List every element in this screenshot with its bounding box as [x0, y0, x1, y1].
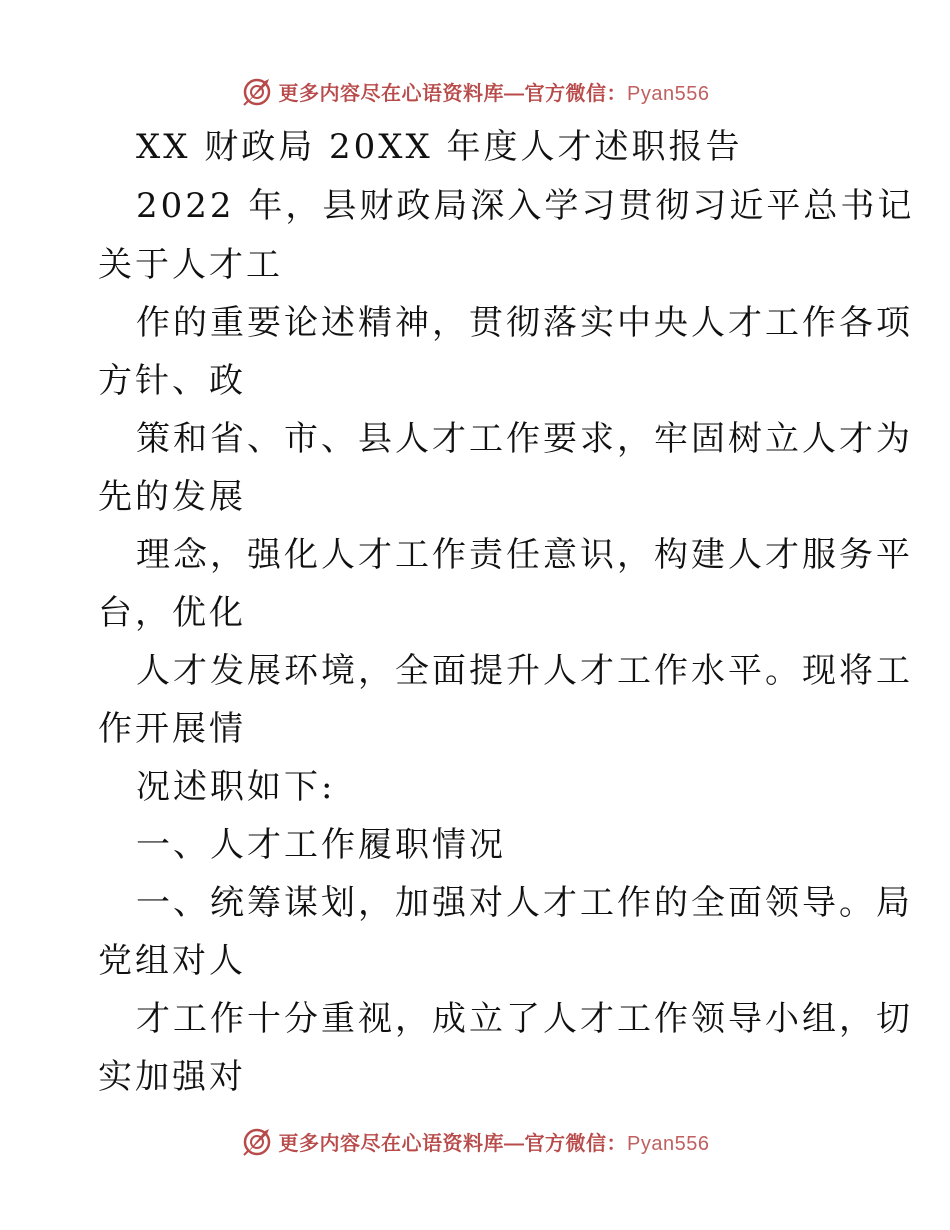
watermark-text: 更多内容尽在心语资料库—官方微信：Pyan556	[278, 1132, 710, 1155]
paragraph-line: 况述职如下:	[136, 767, 336, 807]
footer-watermark	[0, 1121, 950, 1161]
wechat-id: Pyan556	[627, 1132, 710, 1155]
paragraph-line: 关于人才工	[98, 245, 283, 285]
paragraph-line: 人才发展环境，全面提升人才工作水平。现将工	[136, 651, 913, 691]
section-heading: 一、人才工作履职情况	[136, 825, 506, 865]
paragraph-line: 理念，强化人才工作责任意识，构建人才服务平	[136, 535, 913, 575]
paragraph-line: 党组对人	[98, 941, 246, 981]
paragraph-line: 一、统筹谋划，加强对人才工作的全面领导。局	[136, 883, 913, 923]
quill-logo-icon	[241, 1125, 273, 1157]
paragraph-line: 2022 年，县财政局深入学习贯彻习近平总书记	[136, 186, 915, 226]
paragraph-line: 作开展情	[98, 709, 246, 749]
wechat-id: Pyan556	[627, 82, 710, 105]
paragraph-line: 才工作十分重视，成立了人才工作领导小组，切	[136, 999, 913, 1039]
paragraph-line: 策和省、市、县人才工作要求，牢固树立人才为	[136, 419, 913, 459]
paragraph-line: 实加强对	[98, 1057, 246, 1097]
watermark-text: 更多内容尽在心语资料库—官方微信：Pyan556	[278, 82, 710, 105]
document-title: XX 财政局 20XX 年度人才述职报告	[136, 127, 743, 167]
paragraph-line: 台，优化	[98, 593, 246, 633]
paragraph-line: 作的重要论述精神，贯彻落实中央人才工作各项	[136, 303, 913, 343]
paragraph-line: 先的发展	[98, 477, 246, 517]
paragraph-line: 方针、政	[98, 361, 246, 401]
